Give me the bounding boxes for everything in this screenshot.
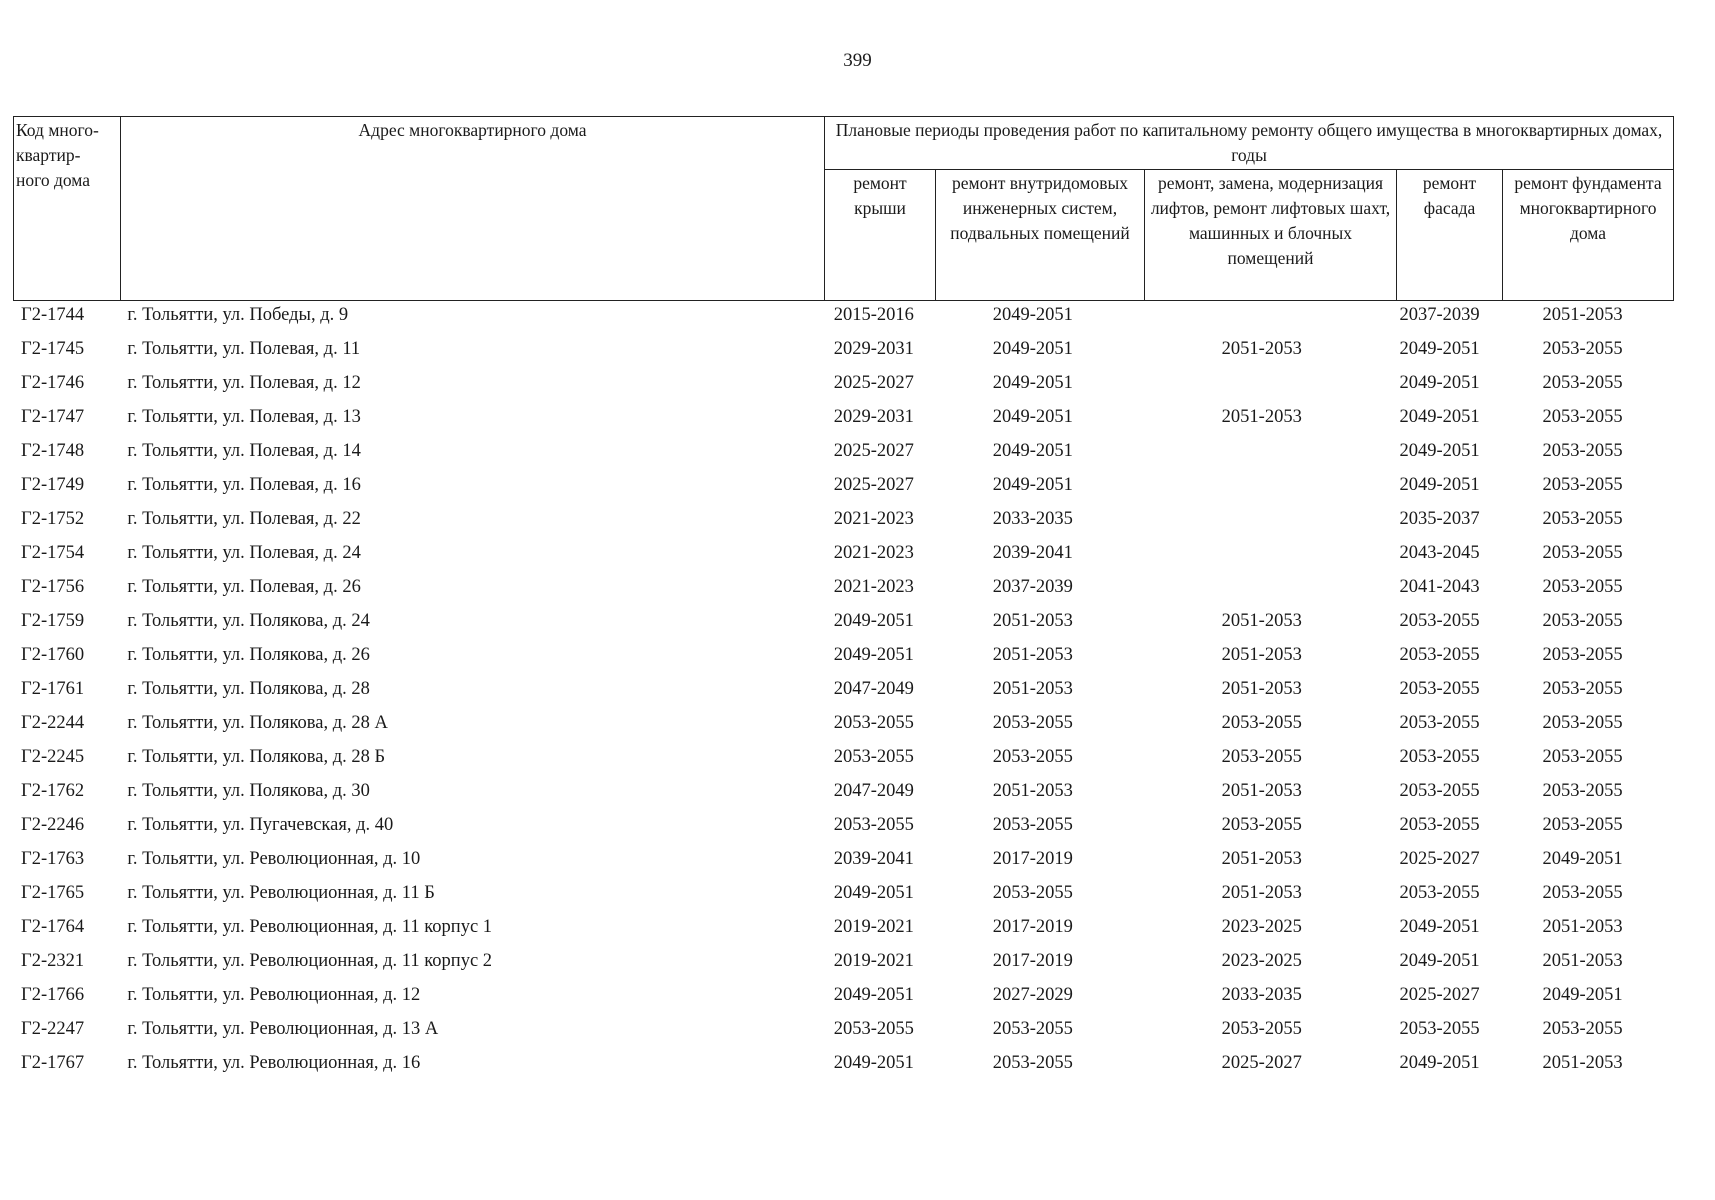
cell-foundation: 2051-2053 [1542, 950, 1623, 971]
table-row [13, 842, 1673, 876]
cell-roof: 2019-2021 [833, 916, 914, 937]
cell-facade: 2053-2055 [1399, 780, 1480, 801]
cell-foundation: 2049-2051 [1542, 984, 1623, 1005]
cell-systems: 2017-2019 [992, 848, 1073, 869]
cell-address: г. Тольятти, ул. Полевая, д. 14 [127, 440, 361, 461]
cell-roof: 2049-2051 [833, 610, 914, 631]
cell-facade: 2049-2051 [1399, 338, 1480, 359]
cell-facade: 2049-2051 [1399, 1052, 1480, 1073]
cell-roof: 2021-2023 [833, 542, 914, 563]
cell-lifts: 2053-2055 [1221, 814, 1302, 835]
table-row [13, 400, 1673, 434]
cell-systems: 2051-2053 [992, 610, 1073, 631]
cell-lifts: 2033-2035 [1221, 984, 1302, 1005]
cell-address: г. Тольятти, ул. Полякова, д. 26 [127, 644, 370, 665]
cell-lifts: 2023-2025 [1221, 916, 1302, 937]
table-row [13, 1012, 1673, 1046]
table-row [13, 876, 1673, 910]
cell-foundation: 2053-2055 [1542, 474, 1623, 495]
cell-facade: 2049-2051 [1399, 372, 1480, 393]
cell-address: г. Тольятти, ул. Революционная, д. 10 [127, 848, 421, 869]
cell-code: Г2-1749 [21, 474, 85, 495]
cell-facade: 2035-2037 [1399, 508, 1480, 529]
cell-foundation: 2053-2055 [1542, 746, 1623, 767]
cell-facade: 2049-2051 [1399, 950, 1480, 971]
cell-roof: 2049-2051 [833, 1052, 914, 1073]
cell-foundation: 2053-2055 [1542, 440, 1623, 461]
table-row [13, 434, 1673, 468]
cell-code: Г2-1767 [21, 1052, 85, 1073]
cell-address: г. Тольятти, ул. Революционная, д. 13 А [127, 1018, 439, 1039]
cell-code: Г2-1766 [21, 984, 85, 1005]
cell-roof: 2049-2051 [833, 882, 914, 903]
cell-roof: 2019-2021 [833, 950, 914, 971]
cell-facade: 2049-2051 [1399, 474, 1480, 495]
cell-facade: 2053-2055 [1399, 712, 1480, 733]
cell-systems: 2053-2055 [992, 712, 1073, 733]
cell-facade: 2025-2027 [1399, 984, 1480, 1005]
header-systems: ремонт внутридомовых инженерных систем, подвальных помещений [936, 170, 1145, 301]
cell-code: Г2-1761 [21, 678, 85, 699]
header-lifts: ремонт, замена, модернизация лифтов, ремонт лифтовых шахт, машинных и блочных помещений [1145, 170, 1397, 301]
cell-code: Г2-1748 [21, 440, 85, 461]
header-address: Адрес многоквартирного дома [121, 117, 825, 301]
cell-systems: 2039-2041 [992, 542, 1073, 563]
cell-lifts: 2051-2053 [1221, 678, 1302, 699]
cell-foundation: 2053-2055 [1542, 712, 1623, 733]
cell-code: Г2-2244 [21, 712, 85, 733]
cell-code: Г2-1754 [21, 542, 85, 563]
table-row [13, 944, 1673, 978]
cell-roof: 2029-2031 [833, 338, 914, 359]
cell-address: г. Тольятти, ул. Полевая, д. 24 [127, 542, 361, 563]
table-row [13, 468, 1673, 502]
cell-facade: 2053-2055 [1399, 882, 1480, 903]
table-row [13, 298, 1673, 332]
cell-address: г. Тольятти, ул. Победы, д. 9 [127, 304, 349, 325]
cell-lifts: 2051-2053 [1221, 406, 1302, 427]
cell-address: г. Тольятти, ул. Полевая, д. 26 [127, 576, 361, 597]
cell-code: Г2-1744 [21, 304, 85, 325]
cell-systems: 2049-2051 [992, 440, 1073, 461]
cell-lifts: 2051-2053 [1221, 338, 1302, 359]
cell-roof: 2021-2023 [833, 576, 914, 597]
cell-systems: 2017-2019 [992, 950, 1073, 971]
cell-code: Г2-2246 [21, 814, 85, 835]
cell-foundation: 2053-2055 [1542, 678, 1623, 699]
cell-lifts: 2025-2027 [1221, 1052, 1302, 1073]
cell-roof: 2047-2049 [833, 780, 914, 801]
table-row [13, 332, 1673, 366]
table-row [13, 536, 1673, 570]
cell-code: Г2-2247 [21, 1018, 85, 1039]
cell-roof: 2015-2016 [833, 304, 914, 325]
cell-foundation: 2051-2053 [1542, 1052, 1623, 1073]
table-row [13, 672, 1673, 706]
cell-roof: 2039-2041 [833, 848, 914, 869]
cell-code: Г2-2321 [21, 950, 85, 971]
cell-roof: 2021-2023 [833, 508, 914, 529]
cell-code: Г2-1752 [21, 508, 85, 529]
cell-code: Г2-1745 [21, 338, 85, 359]
cell-foundation: 2051-2053 [1542, 304, 1623, 325]
page-number: 399 [843, 50, 872, 71]
cell-address: г. Тольятти, ул. Полевая, д. 13 [127, 406, 361, 427]
cell-address: г. Тольятти, ул. Полевая, д. 22 [127, 508, 361, 529]
cell-foundation: 2053-2055 [1542, 508, 1623, 529]
table-header [13, 116, 1674, 301]
header-roof: ремонт крыши [825, 170, 936, 301]
cell-address: г. Тольятти, ул. Полякова, д. 28 [127, 678, 370, 699]
cell-facade: 2053-2055 [1399, 644, 1480, 665]
cell-code: Г2-1765 [21, 882, 85, 903]
table-row [13, 604, 1673, 638]
cell-address: г. Тольятти, ул. Полякова, д. 28 Б [127, 746, 386, 767]
cell-lifts: 2053-2055 [1221, 1018, 1302, 1039]
table-body [13, 298, 1673, 1080]
cell-facade: 2041-2043 [1399, 576, 1480, 597]
cell-foundation: 2053-2055 [1542, 814, 1623, 835]
cell-systems: 2053-2055 [992, 882, 1073, 903]
table-row [13, 1046, 1673, 1080]
cell-roof: 2049-2051 [833, 644, 914, 665]
cell-systems: 2053-2055 [992, 746, 1073, 767]
table-row [13, 706, 1673, 740]
cell-code: Г2-1762 [21, 780, 85, 801]
table-row [13, 502, 1673, 536]
table-row [13, 774, 1673, 808]
cell-address: г. Тольятти, ул. Полевая, д. 16 [127, 474, 361, 495]
cell-code: Г2-1759 [21, 610, 85, 631]
cell-address: г. Тольятти, ул. Полякова, д. 24 [127, 610, 370, 631]
cell-roof: 2053-2055 [833, 712, 914, 733]
header-foundation: ремонт фундамента многоквартирного дома [1503, 170, 1674, 301]
cell-address: г. Тольятти, ул. Пугачевская, д. 40 [127, 814, 394, 835]
cell-address: г. Тольятти, ул. Полевая, д. 12 [127, 372, 361, 393]
cell-foundation: 2053-2055 [1542, 882, 1623, 903]
cell-lifts: 2051-2053 [1221, 644, 1302, 665]
table-row [13, 570, 1673, 604]
cell-code: Г2-2245 [21, 746, 85, 767]
cell-code: Г2-1763 [21, 848, 85, 869]
header-code: Код много- квартир- ного дома [14, 117, 121, 301]
cell-address: г. Тольятти, ул. Полякова, д. 30 [127, 780, 370, 801]
cell-foundation: 2053-2055 [1542, 576, 1623, 597]
cell-systems: 2033-2035 [992, 508, 1073, 529]
cell-systems: 2053-2055 [992, 814, 1073, 835]
cell-address: г. Тольятти, ул. Революционная, д. 11 Б [127, 882, 435, 903]
cell-facade: 2053-2055 [1399, 814, 1480, 835]
cell-facade: 2049-2051 [1399, 406, 1480, 427]
cell-roof: 2047-2049 [833, 678, 914, 699]
cell-address: г. Тольятти, ул. Революционная, д. 11 корпус 2 [127, 950, 493, 971]
cell-address: г. Тольятти, ул. Революционная, д. 16 [127, 1052, 421, 1073]
cell-systems: 2037-2039 [992, 576, 1073, 597]
cell-foundation: 2053-2055 [1542, 372, 1623, 393]
cell-facade: 2037-2039 [1399, 304, 1480, 325]
cell-code: Г2-1746 [21, 372, 85, 393]
cell-systems: 2051-2053 [992, 644, 1073, 665]
cell-systems: 2049-2051 [992, 372, 1073, 393]
cell-foundation: 2053-2055 [1542, 542, 1623, 563]
cell-roof: 2029-2031 [833, 406, 914, 427]
cell-roof: 2049-2051 [833, 984, 914, 1005]
cell-roof: 2025-2027 [833, 440, 914, 461]
cell-systems: 2051-2053 [992, 678, 1073, 699]
cell-foundation: 2053-2055 [1542, 644, 1623, 665]
cell-lifts: 2053-2055 [1221, 712, 1302, 733]
cell-systems: 2053-2055 [992, 1018, 1073, 1039]
cell-facade: 2049-2051 [1399, 916, 1480, 937]
cell-systems: 2053-2055 [992, 1052, 1073, 1073]
cell-systems: 2017-2019 [992, 916, 1073, 937]
cell-facade: 2053-2055 [1399, 610, 1480, 631]
cell-address: г. Тольятти, ул. Революционная, д. 11 корпус 1 [127, 916, 493, 937]
cell-roof: 2053-2055 [833, 1018, 914, 1039]
cell-foundation: 2053-2055 [1542, 406, 1623, 427]
cell-foundation: 2053-2055 [1542, 1018, 1623, 1039]
cell-foundation: 2053-2055 [1542, 338, 1623, 359]
cell-code: Г2-1760 [21, 644, 85, 665]
cell-roof: 2025-2027 [833, 372, 914, 393]
cell-systems: 2049-2051 [992, 304, 1073, 325]
cell-foundation: 2053-2055 [1542, 780, 1623, 801]
cell-facade: 2053-2055 [1399, 678, 1480, 699]
cell-facade: 2043-2045 [1399, 542, 1480, 563]
cell-lifts: 2051-2053 [1221, 780, 1302, 801]
table-row [13, 910, 1673, 944]
cell-systems: 2049-2051 [992, 338, 1073, 359]
cell-lifts: 2051-2053 [1221, 882, 1302, 903]
cell-systems: 2049-2051 [992, 406, 1073, 427]
cell-systems: 2049-2051 [992, 474, 1073, 495]
cell-systems: 2027-2029 [992, 984, 1073, 1005]
cell-facade: 2049-2051 [1399, 440, 1480, 461]
table-row [13, 638, 1673, 672]
cell-foundation: 2049-2051 [1542, 848, 1623, 869]
cell-systems: 2051-2053 [992, 780, 1073, 801]
cell-foundation: 2053-2055 [1542, 610, 1623, 631]
cell-lifts: 2023-2025 [1221, 950, 1302, 971]
cell-lifts: 2051-2053 [1221, 610, 1302, 631]
table-row [13, 808, 1673, 842]
cell-roof: 2053-2055 [833, 746, 914, 767]
header-periods: Плановые периоды проведения работ по капитальному ремонту общего имущества в многоквартирных домах, годы [825, 117, 1674, 170]
cell-roof: 2053-2055 [833, 814, 914, 835]
cell-code: Г2-1764 [21, 916, 85, 937]
table-row [13, 366, 1673, 400]
header-facade: ремонт фасада [1397, 170, 1503, 301]
cell-roof: 2025-2027 [833, 474, 914, 495]
cell-facade: 2025-2027 [1399, 848, 1480, 869]
cell-facade: 2053-2055 [1399, 746, 1480, 767]
cell-address: г. Тольятти, ул. Революционная, д. 12 [127, 984, 421, 1005]
cell-lifts: 2053-2055 [1221, 746, 1302, 767]
table-row [13, 740, 1673, 774]
cell-facade: 2053-2055 [1399, 1018, 1480, 1039]
cell-address: г. Тольятти, ул. Полевая, д. 11 [127, 338, 361, 359]
table-row [13, 978, 1673, 1012]
cell-code: Г2-1747 [21, 406, 85, 427]
cell-lifts: 2051-2053 [1221, 848, 1302, 869]
cell-foundation: 2051-2053 [1542, 916, 1623, 937]
cell-code: Г2-1756 [21, 576, 85, 597]
cell-address: г. Тольятти, ул. Полякова, д. 28 А [127, 712, 388, 733]
